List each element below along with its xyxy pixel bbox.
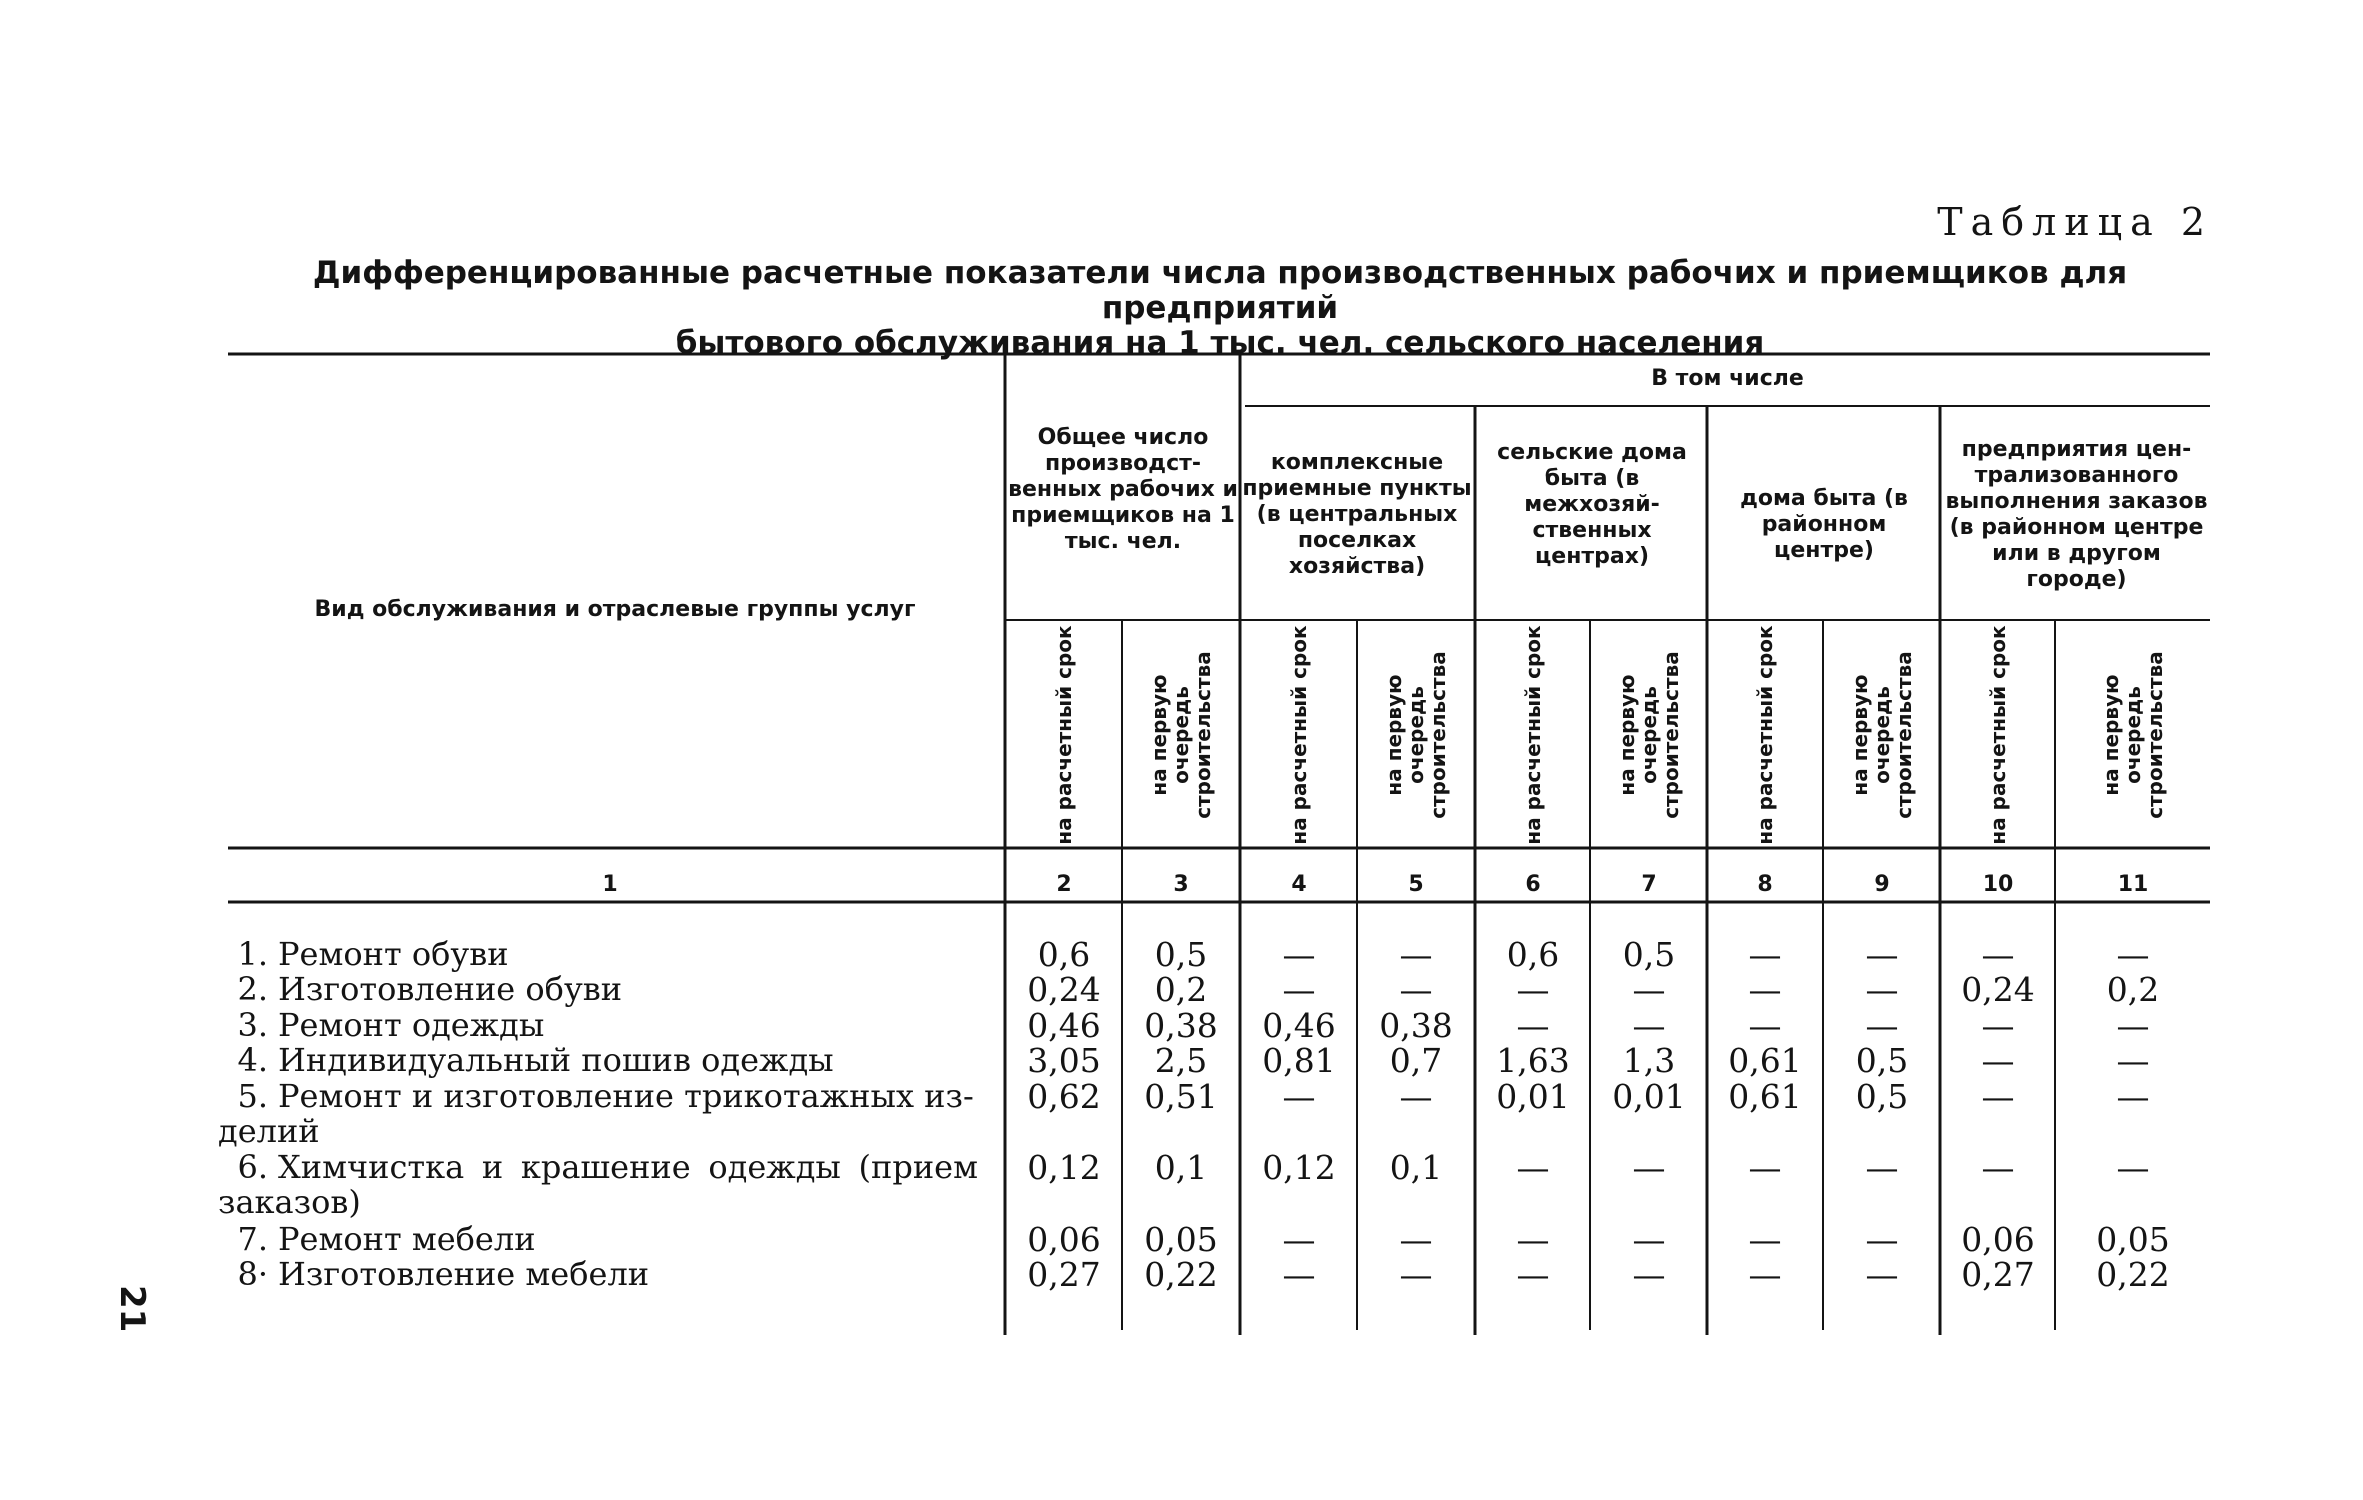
- table-row: [0, 970, 2363, 1009]
- cell-dash: —: [1865, 935, 1899, 974]
- service-label: Химчистка и крашение одежды (прием заказов): [218, 1148, 978, 1221]
- column-number: 2: [1056, 871, 1072, 897]
- cell-value: 0,12: [1262, 1148, 1336, 1187]
- cell-dash: —: [1632, 970, 1666, 1009]
- cell-value: 0,81: [1262, 1041, 1336, 1080]
- cell-value: 0,24: [1027, 970, 1101, 1009]
- cell-value: 1,63: [1496, 1041, 1570, 1080]
- cell-value: 0,38: [1144, 1006, 1218, 1045]
- column-number: 9: [1874, 871, 1890, 897]
- service-label: Изготовление обуви: [278, 970, 623, 1008]
- cell-value: 0,2: [2106, 970, 2160, 1009]
- cell-dash: —: [1632, 1220, 1666, 1259]
- cell-dash: —: [1282, 935, 1316, 974]
- cell-dash: —: [1865, 1255, 1899, 1294]
- cell-dash: —: [1748, 935, 1782, 974]
- cell-dash: —: [2116, 1077, 2150, 1116]
- cell-value: 3,05: [1027, 1041, 1101, 1080]
- cell-dash: —: [1282, 1220, 1316, 1259]
- service-label: Ремонт обуви: [278, 935, 509, 973]
- cell-dash: —: [1516, 970, 1550, 1009]
- service-name: [218, 1079, 978, 1149]
- row-number: 3.: [237, 1006, 268, 1044]
- subheader-label: на расчетный срок: [1753, 625, 1777, 845]
- page-number: 21: [112, 1285, 152, 1333]
- cell-value: 0,1: [1154, 1148, 1208, 1187]
- column-number: 7: [1641, 871, 1657, 897]
- table-row: [0, 1148, 2363, 1221]
- cell-dash: —: [1516, 1220, 1550, 1259]
- row-number: 5.: [237, 1077, 268, 1115]
- cell-value: 0,06: [1027, 1220, 1101, 1259]
- cell-dash: —: [1399, 935, 1433, 974]
- column-number: 3: [1173, 871, 1189, 897]
- cell-value: 0,1: [1389, 1148, 1443, 1187]
- column-number: 8: [1757, 871, 1773, 897]
- cell-dash: —: [1399, 970, 1433, 1009]
- cell-value: 0,5: [1622, 935, 1676, 974]
- header-group-rural-houses: сельские дома быта (в межхозяй-ственных центрах): [1497, 440, 1687, 569]
- cell-value: 0,6: [1037, 935, 1091, 974]
- row-number: 6.: [237, 1148, 268, 1186]
- cell-value: 2,5: [1154, 1041, 1208, 1080]
- cell-dash: —: [1748, 1220, 1782, 1259]
- service-name: [218, 1257, 978, 1292]
- service-name: [218, 1008, 978, 1043]
- subheader-label: на первую очередь строительства: [1615, 651, 1683, 819]
- cell-value: 0,5: [1855, 1041, 1909, 1080]
- row-number: 8·: [237, 1255, 268, 1293]
- cell-dash: —: [1748, 1006, 1782, 1045]
- cell-value: 0,27: [1961, 1255, 2035, 1294]
- cell-value: 0,38: [1379, 1006, 1453, 1045]
- cell-dash: —: [1282, 1077, 1316, 1116]
- subheader-label: на первую очередь строительства: [1147, 651, 1215, 819]
- subheader-label: на первую очередь строительства: [1382, 651, 1450, 819]
- header-total: Общее число производст-венных рабочих и приемщиков на 1 тыс. чел.: [1008, 425, 1238, 554]
- table-number: Таблица 2: [1937, 200, 2213, 244]
- service-label: Ремонт одежды: [278, 1006, 545, 1044]
- cell-value: 0,5: [1154, 935, 1208, 974]
- cell-value: 0,22: [1144, 1255, 1218, 1294]
- cell-dash: —: [1865, 1220, 1899, 1259]
- cell-value: 1,3: [1622, 1041, 1676, 1080]
- cell-dash: —: [1981, 1006, 2015, 1045]
- header-group-district-houses: дома быта (в районном центре): [1740, 486, 1908, 563]
- service-name: [218, 1222, 978, 1257]
- cell-dash: —: [1282, 970, 1316, 1009]
- table-row: [0, 1077, 2363, 1150]
- cell-value: 0,24: [1961, 970, 2035, 1009]
- cell-dash: —: [1865, 970, 1899, 1009]
- subheader-label: на первую очередь строительства: [2099, 651, 2167, 819]
- header-group-complex-points: комплексные приемные пункты (в центральных поселках хозяйства): [1242, 450, 1472, 579]
- service-name: [218, 972, 978, 1007]
- cell-dash: —: [1981, 1148, 2015, 1187]
- cell-dash: —: [2116, 1148, 2150, 1187]
- header-service: Вид обслуживания и отраслевые группы услуг: [314, 597, 916, 622]
- cell-dash: —: [1748, 970, 1782, 1009]
- cell-value: 0,22: [2096, 1255, 2170, 1294]
- cell-dash: —: [1981, 1077, 2015, 1116]
- cell-value: 0,46: [1262, 1006, 1336, 1045]
- service-label: Изготовление мебели: [278, 1255, 650, 1293]
- service-label: Индивидуальный пошив одежды: [278, 1041, 834, 1079]
- cell-dash: —: [2116, 1041, 2150, 1080]
- row-number: 7.: [237, 1220, 268, 1258]
- cell-value: 0,2: [1154, 970, 1208, 1009]
- cell-dash: —: [1399, 1220, 1433, 1259]
- cell-value: 0,27: [1027, 1255, 1101, 1294]
- cell-value: 0,62: [1027, 1077, 1101, 1116]
- table-row: [0, 1255, 2363, 1294]
- cell-value: 0,6: [1506, 935, 1560, 974]
- row-number: 4.: [237, 1041, 268, 1079]
- cell-dash: —: [1399, 1077, 1433, 1116]
- column-number: 4: [1291, 871, 1307, 897]
- subheader-label: на первую очередь строительства: [1848, 651, 1916, 819]
- title-line-2: бытового обслуживания на 1 тыс. чел. сельского населения: [675, 325, 1765, 361]
- service-name: [218, 1150, 978, 1220]
- subheader-label: на расчетный срок: [1287, 625, 1311, 845]
- row-number: 1.: [237, 935, 268, 973]
- column-number: 5: [1408, 871, 1424, 897]
- cell-dash: —: [1516, 1255, 1550, 1294]
- cell-value: 0,5: [1855, 1077, 1909, 1116]
- cell-dash: —: [1632, 1255, 1666, 1294]
- cell-value: 0,61: [1728, 1041, 1802, 1080]
- title-line-1: Дифференцированные расчетные показатели числа производственных рабочих и приемщиков для предприятий: [312, 255, 2128, 326]
- column-number: 11: [2117, 871, 2149, 897]
- cell-dash: —: [1516, 1148, 1550, 1187]
- column-number: 6: [1525, 871, 1541, 897]
- cell-dash: —: [1632, 1006, 1666, 1045]
- cell-dash: —: [2116, 935, 2150, 974]
- cell-dash: —: [1748, 1148, 1782, 1187]
- cell-dash: —: [1632, 1148, 1666, 1187]
- row-number: 2.: [237, 970, 268, 1008]
- cell-value: 0,12: [1027, 1148, 1101, 1187]
- table-row: [0, 1220, 2363, 1259]
- cell-value: 0,05: [2096, 1220, 2170, 1259]
- column-number: 1: [602, 871, 618, 897]
- cell-dash: —: [2116, 1006, 2150, 1045]
- cell-value: 0,7: [1389, 1041, 1443, 1080]
- cell-value: 0,06: [1961, 1220, 2035, 1259]
- cell-dash: —: [1981, 935, 2015, 974]
- table-row: [0, 1041, 2363, 1080]
- cell-value: 0,46: [1027, 1006, 1101, 1045]
- service-label: Ремонт и изготовление трикотажных из-делий: [218, 1077, 974, 1150]
- cell-dash: —: [1516, 1006, 1550, 1045]
- header-group-centralized: предприятия цен-трализованного выполнения заказов (в районном центре или в другом городе): [1945, 437, 2208, 592]
- column-number: 10: [1982, 871, 2014, 897]
- cell-value: 0,51: [1144, 1077, 1218, 1116]
- cell-dash: —: [1981, 1041, 2015, 1080]
- table-row: [0, 935, 2363, 974]
- cell-value: 0,01: [1496, 1077, 1570, 1116]
- cell-value: 0,01: [1612, 1077, 1686, 1116]
- cell-value: 0,61: [1728, 1077, 1802, 1116]
- cell-dash: —: [1748, 1255, 1782, 1294]
- service-label: Ремонт мебели: [278, 1220, 536, 1258]
- header-including: В том числе: [1651, 366, 1804, 391]
- cell-dash: —: [1865, 1006, 1899, 1045]
- cell-dash: —: [1865, 1148, 1899, 1187]
- service-name: [218, 937, 978, 972]
- cell-dash: —: [1282, 1255, 1316, 1294]
- service-name: [218, 1043, 978, 1078]
- subheader-label: на расчетный срок: [1052, 625, 1076, 845]
- subheader-label: на расчетный срок: [1986, 625, 2010, 845]
- subheader-label: на расчетный срок: [1521, 625, 1545, 845]
- cell-value: 0,05: [1144, 1220, 1218, 1259]
- cell-dash: —: [1399, 1255, 1433, 1294]
- table-row: [0, 1006, 2363, 1045]
